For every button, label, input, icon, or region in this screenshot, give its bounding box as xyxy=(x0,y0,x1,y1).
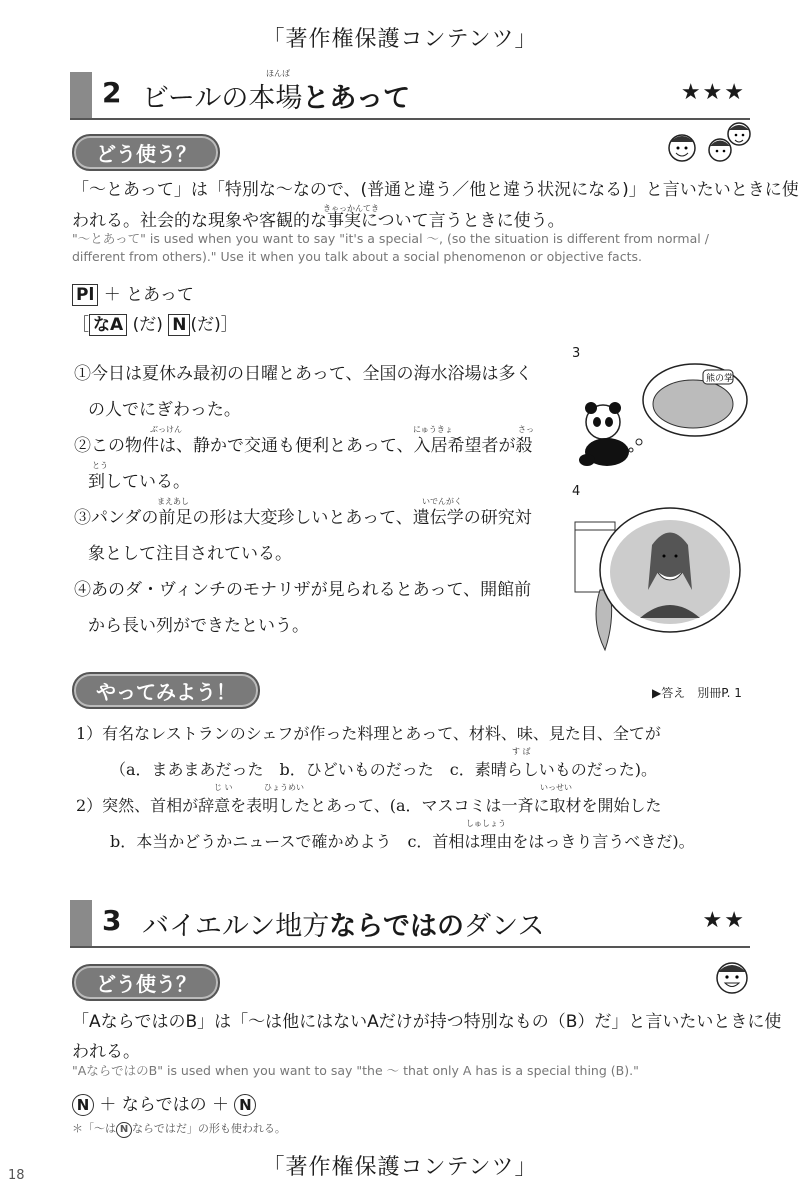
question-2-line1: 2）突然、首相が辞意を表明したとあって、(a．マスコミは一斉に取材を開始した xyxy=(76,796,662,815)
section-3-heading xyxy=(70,900,750,948)
ruby-hyoumei: ひょうめい xyxy=(264,783,304,792)
ruby-kyakkanteki: きゃっかんてき xyxy=(323,204,379,213)
copyright-footer: 「著作権保護コンテンツ」 xyxy=(262,1155,538,1180)
question-2-line2: b．本当かどうかニュースで確かめよう c．首相は理由をはっきり言うべきだ)。 xyxy=(110,832,695,851)
ruby-suba: す ば xyxy=(512,747,531,756)
question-1-line2: （a．まあまあだった b．ひどいものだった c．素晴らしいものだった)。 xyxy=(110,760,657,779)
usage-label: どう使う？ xyxy=(72,964,220,1001)
example-line: 到している。 xyxy=(88,472,190,492)
ruby-issei: いっせい xyxy=(540,783,572,792)
note-n-circle: N xyxy=(116,1122,132,1138)
form-n-circle: N xyxy=(234,1094,256,1116)
children-faces-icon xyxy=(660,120,755,170)
example-line: から長い列ができたという。 xyxy=(88,616,309,636)
ruby-honba: ほんば xyxy=(266,69,290,78)
form-na-label: なA xyxy=(89,314,127,336)
difficulty-stars: ★★★ xyxy=(680,80,746,105)
example-line: ③パンダの前足の形は大変珍しいとあって、遺伝学の研究対 xyxy=(74,508,532,528)
form-line2: ［ なA (だ) N (だ)］ xyxy=(72,315,238,335)
example-line: ④あのダ・ヴィンチのモナリザが見られるとあって、開館前 xyxy=(74,580,532,600)
form-line1: Pl ＋ とあって xyxy=(72,280,194,305)
description-en: "AならではのB" is used when you want to say "the 〜 that only A has is a special thing (B)." xyxy=(72,1063,639,1078)
ruby-tou: とう xyxy=(92,461,108,470)
ruby-satsu: さっ xyxy=(518,425,534,434)
section-bar xyxy=(70,900,92,946)
example-line: ②この物件は、静かで交通も便利とあって、入居希望者が殺 xyxy=(74,436,533,456)
example-line: 象として注目されている。 xyxy=(88,544,292,564)
image-label-4: 4 xyxy=(572,484,581,499)
description-jp-line2: われる。社会的な現象や客観的な事実について言うときに使う。 xyxy=(72,211,565,231)
page-number: 18 xyxy=(8,1168,25,1183)
description-en-line2: different from others)." Use it when you talk about a social phenomenon or objective facts. xyxy=(72,249,642,264)
ruby-idengaku: いでんがく xyxy=(422,497,462,506)
description-jp-line1: 「AならではのB」は「〜は他にはないAだけが持つ特別なもの（B）だ」と言いたいときに使 xyxy=(72,1012,782,1032)
example-line: の人でにぎわった。 xyxy=(88,400,241,420)
mona-lisa-illustration xyxy=(570,500,750,660)
section-bar xyxy=(70,72,92,118)
image-label-3: 3 xyxy=(572,346,581,361)
child-face-icon xyxy=(712,956,752,996)
question-1-line1: 1）有名なレストランのシェフが作った料理とあって、材料、味、見た目、全てが xyxy=(76,724,661,743)
section-title: バイエルン地方ならではのダンス xyxy=(142,911,545,942)
answer-reference: ▶答え 別冊P. 1 xyxy=(652,686,742,700)
description-jp-line1: 「〜とあって」は「特別な〜なので、(普通と違う／他と違う状況になる)」と言いたいときに使 xyxy=(72,180,799,200)
usage-label: どう使う？ xyxy=(72,134,220,171)
description-jp-line2: われる。 xyxy=(72,1042,140,1062)
form-n-label: N xyxy=(168,314,190,336)
usage-note: ＊「〜は N ならではだ」の形も使われる。 xyxy=(72,1120,286,1138)
description-en-line1: "〜とあって" is used when you want to say "it's a special 〜, (so the situation is different from normal / xyxy=(72,231,709,246)
panda-illustration xyxy=(575,360,750,470)
form-pl-label: Pl xyxy=(72,284,98,306)
section-number: 3 xyxy=(102,904,122,937)
practice-label: やってみよう！ xyxy=(72,672,260,709)
difficulty-stars: ★★ xyxy=(702,908,746,933)
ruby-bukken: ぶっけん xyxy=(150,425,182,434)
sign-text: 熊の掌 xyxy=(706,374,734,384)
examples-list xyxy=(74,356,544,644)
section-2-heading xyxy=(70,69,750,120)
form-line: N ＋ ならではの ＋ N xyxy=(72,1090,256,1116)
ruby-shushou: しゅしょう xyxy=(466,819,506,828)
section-number: 2 xyxy=(102,76,122,109)
ruby-nyukyo: にゅうきょ xyxy=(413,425,453,434)
example-line: ①今日は夏休み最初の日曜とあって、全国の海水浴場は多く xyxy=(74,364,533,384)
ruby-jii: じ い xyxy=(214,783,233,792)
form-n-circle: N xyxy=(72,1094,94,1116)
copyright-header: 「著作権保護コンテンツ」 xyxy=(262,27,538,52)
section-title: ビールの本場とあって xyxy=(142,83,411,114)
ruby-maeashi: まえあし xyxy=(157,497,189,506)
